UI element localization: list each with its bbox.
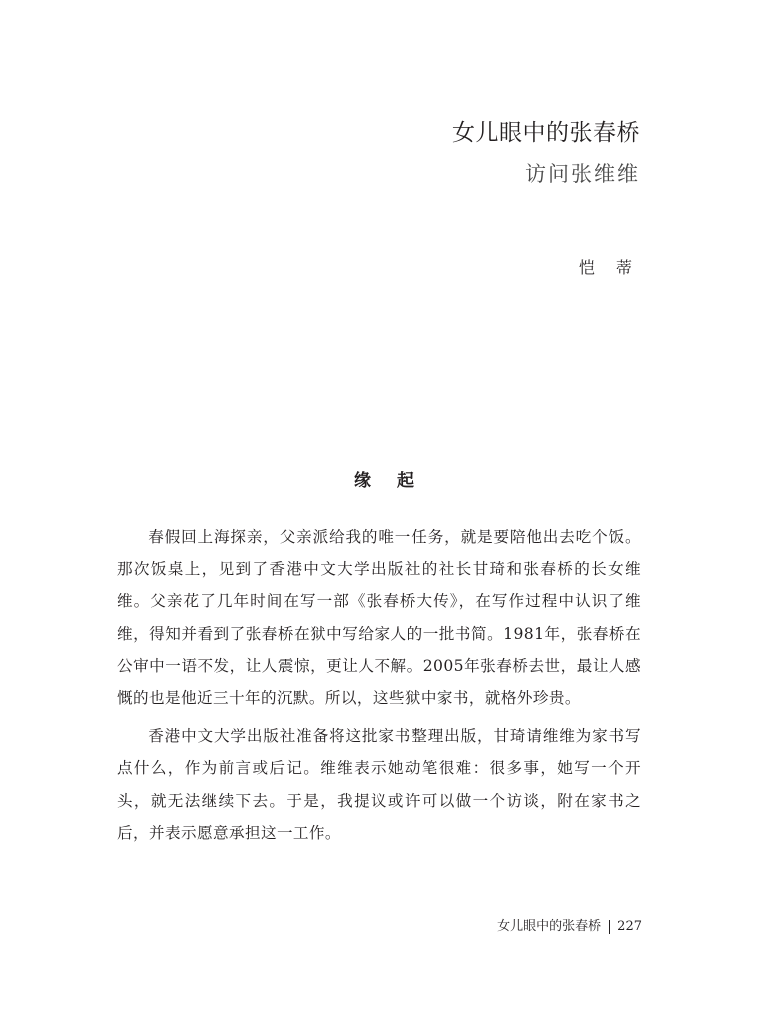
article-subtitle: 访问张维维 [525,162,640,186]
footer-separator [609,920,610,934]
paragraph: 香港中文大学出版社准备将这批家书整理出版，甘琦请维维为家书写点什么，作为前言或后记。维维表示她动笔很难：很多事，她写一个开头，就无法继续下去。于是，我提议或许可以做一个访谈，附在家书之后，并表示愿意承担这一工作。 [117,727,641,842]
page-number: 227 [617,919,642,934]
article-title: 女儿眼中的张春桥 [452,120,640,146]
paragraph: 春假回上海探亲，父亲派给我的唯一任务，就是要陪他出去吃个饭。那次饭桌上，见到了香港中文大学出版社的社长甘琦和张春桥的长女维维。父亲花了几年时间在写一部《张春桥大传》，在写作过程中认识了维维，得知并看到了张春桥在狱中写给家人的一批书简。1981年，张春桥在公审中一语不发，让人震惊，更让人不解。2005年张春桥去世，最让人感慨的也是他近三十年的沉默。所以，这些狱中家书，就格外珍贵。 [117,528,641,708]
page-footer [497,917,642,937]
running-title: 女儿眼中的张春桥 [497,919,602,934]
body-text [117,521,641,855]
section-heading: 缘 起 [354,471,424,491]
author-name: 恺 蒂 [578,258,640,277]
